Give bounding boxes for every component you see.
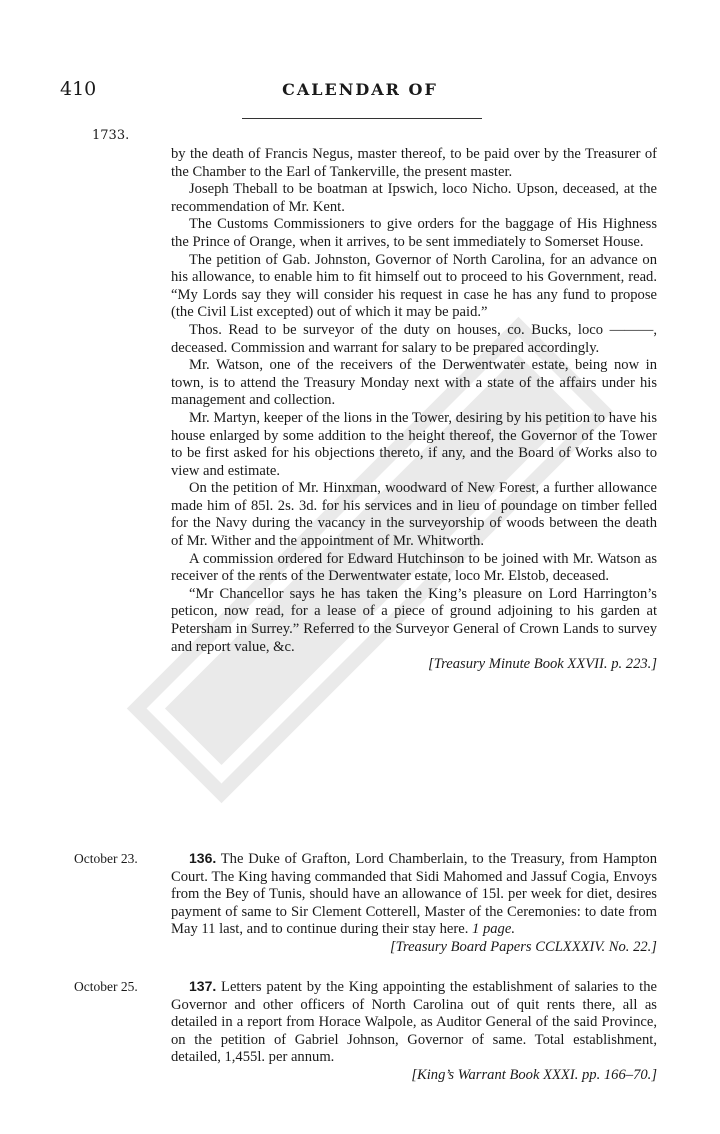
entry-date: October 23. [74,851,138,866]
citation: [Treasury Board Papers CCLXXXIV. No. 22.] [389,938,657,955]
paragraph: The petition of Gab. Johnston, Governor of North Carolina, for an advance on his allowance, to enable him to fit himself out to proceed to his Government, read. “My Lords say they will consider his request in case he has any fund to propose (the Civil List excepted) out of which it may be paid.” [171,251,657,321]
entry-number: 137. [189,978,217,994]
page-number: 410 [60,78,97,100]
paragraph: A commission ordered for Edward Hutchinson to be joined with Mr. Watson as receiver of the rents of the Derwentwater estate, loco Mr. Elstob, deceased. [171,550,657,585]
paragraph: Thos. Read to be surveyor of the duty on houses, co. Bucks, loco ———, deceased. Commission and warrant for salary to be prepared accordingly. [171,321,657,356]
header-rule [242,118,482,119]
entry-pages: 1 page. [472,921,515,938]
paragraph: Mr. Watson, one of the receivers of the Derwentwater estate, being now in town, is to attend the Treasury Monday next with a state of the affairs under his management and collection. [171,357,657,409]
paragraph: “Mr Chancellor says he has taken the King’s pleasure on Lord Harrington’s peticon, now read, for a lease of a piece of ground adjoining to his garden at Petersham in Surrey.” Referred to the Surveyor General of Crown Lands to survey and report value, &c. [171,585,657,655]
entry-body [171,978,657,1085]
entry-date: October 25. [74,979,138,994]
minute-entries [171,146,657,674]
page-header [60,78,660,108]
paragraph: On the petition of Mr. Hinxman, woodward of New Forest, a further allowance made him of 85l. 2s. 3d. for his services and in lieu of poundage on timber felled for the Navy during the vacancy in the surveyorship of woods between the death of Mr. Wither and the appointment of Mr. Whitworth. [171,480,657,550]
running-title: CALENDAR OF [282,80,438,99]
paragraph: Joseph Theball to be boatman at Ipswich, loco Nicho. Upson, deceased, at the recommendation of Mr. Kent. [171,181,657,215]
entry-number: 136. [189,850,217,866]
paragraph: by the death of Francis Negus, master thereof, to be paid over by the Treasurer of the Chamber to the Earl of Tankerville, the present master. [171,146,657,180]
entry-text: The Duke of Grafton, Lord Chamberlain, to the Treasury, from Hampton Court. The King having commanded that Sidi Mahomed and Jassuf Cogia, Envoys from the Bey of Tunis, should have an allowance of 15l. per week for diet, desires payment of same to Sir Clement Cotterell, Master of the Ceremonies: to date from May 11 last, and to continue during their stay here. [171,851,658,938]
paragraph: The Customs Commissioners to give orders for the baggage of His Highness the Prince of Orange, when it arrives, to be sent immediately to Somerset House. [171,216,657,250]
paragraph: Mr. Martyn, keeper of the lions in the Tower, desiring by his petition to have his house enlarged by some addition to the height thereof, the Governor of the Tower to be first asked for his objections thereto, if any, and the Board of Works also to view and estimate. [171,409,657,479]
year-marker: 1733. [92,128,130,143]
citation: [Treasury Minute Book XXVII. p. 223.] [428,656,657,673]
citation: [King’s Warrant Book XXXI. pp. 166–70.] [411,1066,657,1083]
entry-text: Letters patent by the King appointing the establishment of salaries to the Governor and other officers of North Carolina out of quit rents there, all as detailed in a report from Horace Walpole, as Auditor General of the said Province, on the petition of Gabriel Johnson, Governor of same. Total establishment, detailed, 1,455l. per annum. [171,979,657,1066]
entry-body [171,850,657,957]
